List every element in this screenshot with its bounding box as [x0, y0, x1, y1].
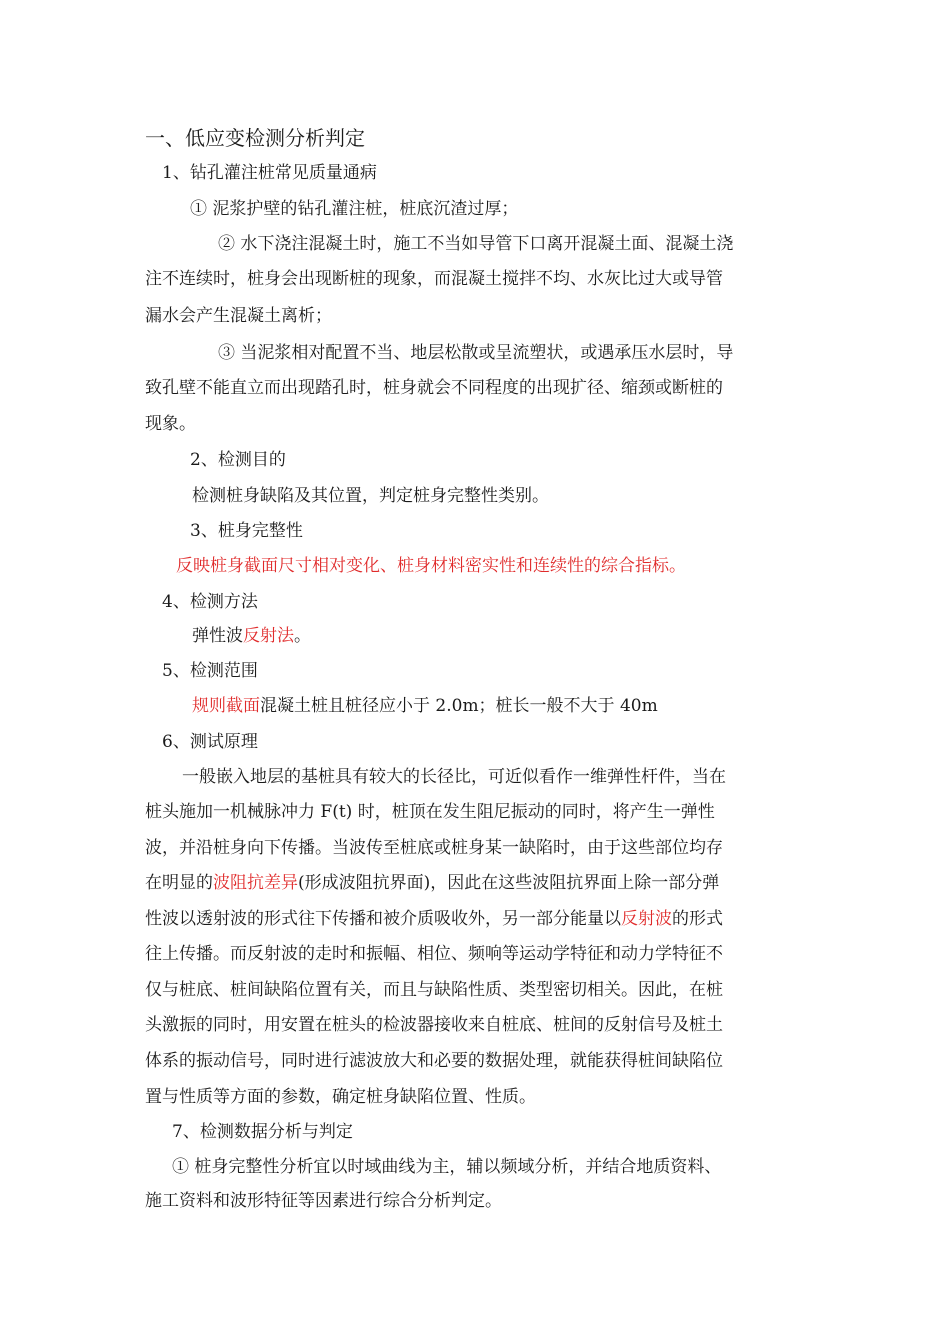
section-7-heading: 7、检测数据分析与判定 — [172, 1122, 353, 1142]
section-7-item-1-line-1: ① 桩身完整性分析宜以时域曲线为主，辅以频域分析，并结合地质资料、 — [172, 1157, 722, 1177]
section-1-item-3-line-2: 致孔壁不能直立而出现踏孔时，桩身就会不同程度的出现扩径、缩颈或断桩的 — [145, 378, 723, 398]
section-4-body-punct: 。 — [294, 626, 311, 646]
section-6-line-8: 头激振的同时，用安置在桩头的检波器接收来自桩底、桩间的反射信号及桩土 — [145, 1015, 723, 1035]
section-6-line-9: 体系的振动信号，同时进行滤波放大和必要的数据处理，就能获得桩间缺陷位 — [145, 1051, 723, 1071]
section-6-line-7: 仅与桩底、桩间缺陷位置有关，而且与缺陷性质、类型密切相关。因此，在桩 — [145, 980, 723, 1000]
section-1-item-2-line-2: 注不连续时，桩身会出现断桩的现象，而混凝土搅拌不均、水灰比过大或导管 — [145, 269, 723, 289]
section-6-line-4-text-b: (形成波阻抗界面)，因此在这些波阻抗界面上除一部分弹 — [298, 873, 720, 893]
section-6-line-6: 往上传播。而反射波的走时和振幅、相位、频响等运动学特征和动力学特征不 — [145, 944, 723, 964]
section-3-body: 反映桩身截面尺寸相对变化、桩身材料密实性和连续性的综合指标。 — [176, 556, 686, 576]
section-5-body-text: 混凝土桩且桩径应小于 2.0m；桩长一般不大于 40m — [260, 696, 658, 716]
section-1-heading: 1、钻孔灌注桩常见质量通病 — [162, 163, 377, 183]
section-1-item-1: ① 泥浆护壁的钻孔灌注桩，桩底沉渣过厚； — [190, 199, 519, 219]
section-5-body-highlight: 规则截面 — [192, 696, 260, 716]
section-6-line-5 — [145, 908, 723, 930]
section-6-line-1: 一般嵌入地层的基桩具有较大的长径比，可近似看作一维弹性杆件，当在 — [182, 767, 726, 787]
section-1-item-3-line-1: ③ 当泥浆相对配置不当、地层松散或呈流塑状，或遇承压水层时，导 — [218, 343, 734, 363]
section-1-item-2-line-1: ② 水下浇注混凝土时，施工不当如导管下口离开混凝土面、混凝土浇 — [218, 234, 734, 254]
section-7-item-1-line-2: 施工资料和波形特征等因素进行综合分析判定。 — [145, 1191, 502, 1211]
section-6-line-5-text-b: 的形式 — [672, 909, 723, 929]
section-6-line-5-highlight: 反射波 — [621, 909, 672, 929]
section-6-line-2: 桩头施加一机械脉冲力 F(t) 时，桩顶在发生阻尼振动的同时，将产生一弹性 — [145, 802, 715, 822]
section-3-heading: 3、桩身完整性 — [190, 521, 303, 541]
section-4-heading: 4、检测方法 — [162, 592, 258, 612]
section-1-item-3-line-3: 现象。 — [145, 414, 196, 434]
section-2-body: 检测桩身缺陷及其位置，判定桩身完整性类别。 — [192, 486, 549, 506]
section-5-heading: 5、检测范围 — [162, 661, 258, 681]
section-6-heading: 6、测试原理 — [162, 732, 258, 752]
section-4-body-text: 弹性波 — [192, 626, 243, 646]
section-4-body — [192, 625, 311, 647]
section-6-line-3: 波，并沿桩身向下传播。当波传至桩底或桩身某一缺陷时，由于这些部位均存 — [145, 838, 723, 858]
section-6-line-4 — [145, 872, 719, 894]
section-6-line-4-highlight: 波阻抗差异 — [213, 873, 298, 893]
section-6-line-10: 置与性质等方面的参数，确定桩身缺陷位置、性质。 — [145, 1087, 536, 1107]
section-4-body-highlight: 反射法 — [243, 626, 294, 646]
section-2-heading: 2、检测目的 — [190, 450, 286, 470]
section-1-item-2-line-3: 漏水会产生混凝土离析； — [145, 306, 332, 326]
section-5-body — [192, 695, 658, 717]
section-6-line-5-text-a: 性波以透射波的形式往下传播和被介质吸收外，另一部分能量以 — [145, 909, 621, 929]
page-title: 一、低应变检测分析判定 — [145, 126, 365, 150]
section-6-line-4-text-a: 在明显的 — [145, 873, 213, 893]
